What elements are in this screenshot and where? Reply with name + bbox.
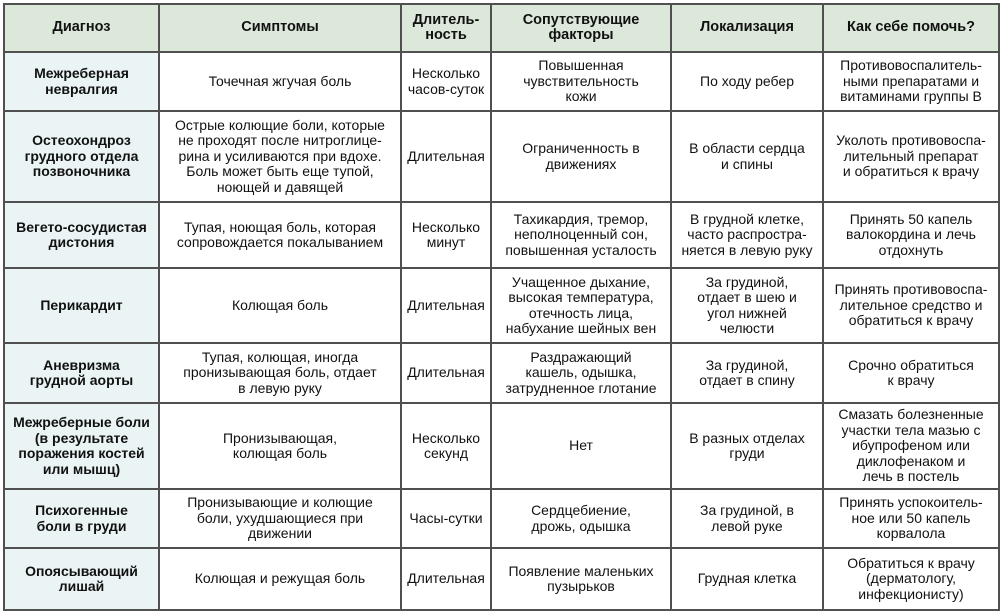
diagnosis-cell: Остеохондроз грудного отдела позвоночника [4,111,159,202]
diagnosis-cell: Психогенные боли в груди [4,489,159,548]
header-symptoms: Симптомы [159,4,401,52]
diagnosis-table [3,3,1000,611]
help-cell: Обратиться к врачу (дерматологу, инфекционисту) [823,548,999,610]
symptoms-cell: Пронизывающая, колющая боль [159,403,401,489]
table-row [4,489,999,548]
help-cell: Противовоспалитель- ными препаратами и витаминами группы В [823,52,999,111]
duration-cell: Длительная [401,343,491,403]
duration-cell: Длительная [401,548,491,610]
duration-cell: Несколько часов-суток [401,52,491,111]
location-cell: За грудиной, в левой руке [671,489,823,548]
table-row [4,268,999,343]
header-duration: Длитель- ность [401,4,491,52]
header-diagnosis: Диагноз [4,4,159,52]
symptoms-cell: Острые колющие боли, которые не проходят после нитроглице- рина и усиливаются при вдохе. Боль может быть еще тупой, ноющей и давящей [159,111,401,202]
help-cell: Принять 50 капель валокордина и лечь отдохнуть [823,202,999,268]
factors-cell: Ограниченность в движениях [491,111,671,202]
duration-cell: Длительная [401,111,491,202]
symptoms-cell: Пронизывающие и колющие боли, ухудшающиеся при движении [159,489,401,548]
table-row [4,403,999,489]
duration-cell: Часы-сутки [401,489,491,548]
table-row [4,111,999,202]
location-cell: В разных отделах груди [671,403,823,489]
table-row [4,202,999,268]
symptoms-cell: Колющая и режущая боль [159,548,401,610]
help-cell: Уколоть противовоспа- лительный препарат и обратиться к врачу [823,111,999,202]
factors-cell: Тахикардия, тремор, неполноценный сон, повышенная усталость [491,202,671,268]
diagnosis-cell: Перикардит [4,268,159,343]
location-cell: В грудной клетке, часто распростра- няется в левую руку [671,202,823,268]
symptoms-cell: Точечная жгучая боль [159,52,401,111]
help-cell: Смазать болезненные участки тела мазью с ибупрофеном или диклофенаком и лечь в постель [823,403,999,489]
table-row [4,52,999,111]
help-cell: Принять противовоспа- лительное средство и обратиться к врачу [823,268,999,343]
diagnosis-cell: Аневризма грудной аорты [4,343,159,403]
duration-cell: Несколько секунд [401,403,491,489]
location-cell: В области сердца и спины [671,111,823,202]
help-cell: Срочно обратиться к врачу [823,343,999,403]
diagnosis-cell: Опоясывающий лишай [4,548,159,610]
table-row [4,548,999,610]
duration-cell: Длительная [401,268,491,343]
symptoms-cell: Тупая, колющая, иногда пронизывающая боль, отдает в левую руку [159,343,401,403]
location-cell: Грудная клетка [671,548,823,610]
diagnosis-cell: Межреберная невралгия [4,52,159,111]
factors-cell: Появление маленьких пузырьков [491,548,671,610]
diagnosis-cell: Межреберные боли (в результате поражения костей или мышц) [4,403,159,489]
factors-cell: Нет [491,403,671,489]
symptoms-cell: Тупая, ноющая боль, которая сопровождается покалыванием [159,202,401,268]
diagnosis-cell: Вегето-сосудистая дистония [4,202,159,268]
factors-cell: Раздражающий кашель, одышка, затрудненное глотание [491,343,671,403]
table-row [4,343,999,403]
symptoms-cell: Колющая боль [159,268,401,343]
header-row [4,4,999,52]
header-help: Как себе помочь? [823,4,999,52]
location-cell: За грудиной, отдает в шею и угол нижней челюсти [671,268,823,343]
duration-cell: Несколько минут [401,202,491,268]
header-factors: Сопутствующие факторы [491,4,671,52]
help-cell: Принять успокоитель- ное или 50 капель корвалола [823,489,999,548]
header-location: Локализация [671,4,823,52]
location-cell: По ходу ребер [671,52,823,111]
factors-cell: Учащенное дыхание, высокая температура, отечность лица, набухание шейных вен [491,268,671,343]
factors-cell: Сердцебиение, дрожь, одышка [491,489,671,548]
location-cell: За грудиной, отдает в спину [671,343,823,403]
factors-cell: Повышенная чувствительность кожи [491,52,671,111]
